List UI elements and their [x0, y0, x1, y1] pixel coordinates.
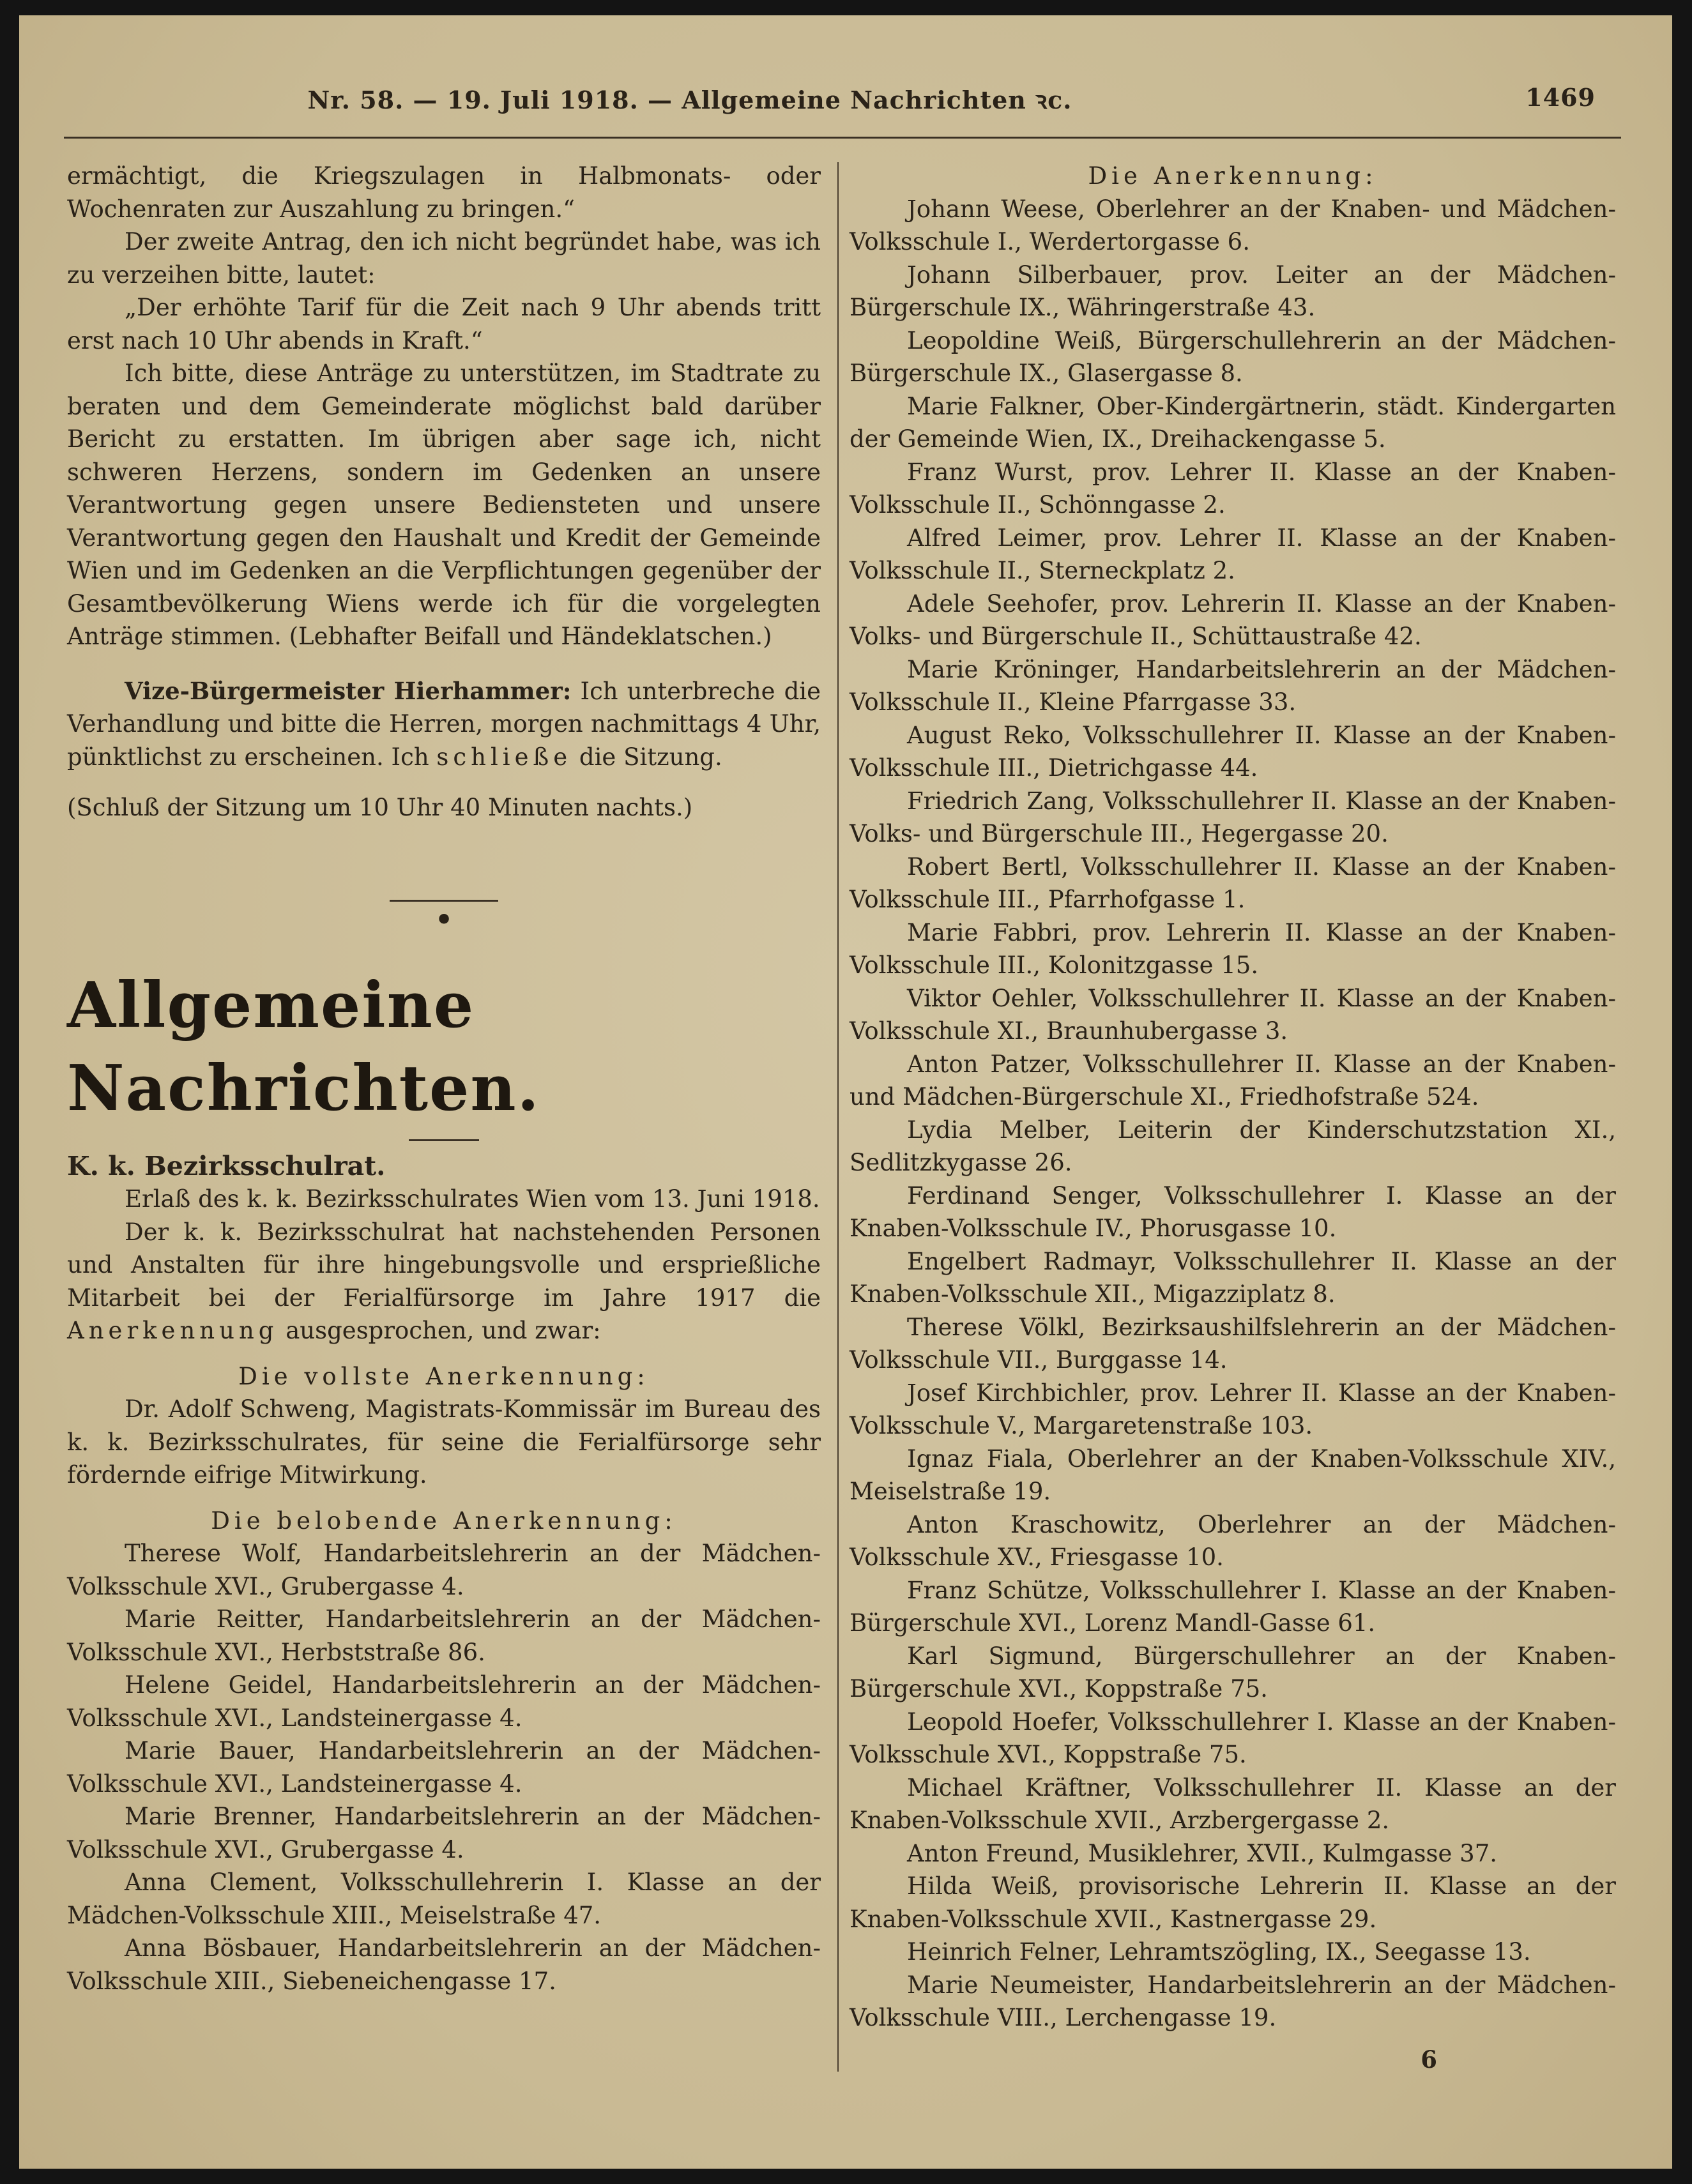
- speaker-name: Vize-Bürgermeister Hierhammer:: [125, 676, 572, 705]
- list-item: Josef Kirchbichler, prov. Lehrer II. Klasse an der Knaben-Volksschule V., Margaretenstraße 103.: [850, 1379, 1616, 1439]
- list-item: Marie Bauer, Handarbeitslehrerin an der Mädchen-Volksschule XVI., Landsteinergasse 4.: [67, 1737, 821, 1798]
- column-divider: [837, 162, 839, 2072]
- quoted-motion: „Der erhöhte Tarif für die Zeit nach 9 Uhr abends tritt erst nach 10 Uhr abends in Kraft.“: [67, 294, 821, 354]
- heading-vollste: Die vollste Anerkennung:: [238, 1362, 650, 1390]
- list-item: Anna Clement, Volksschullehrerin I. Klasse an der Mädchen-Volksschule XIII., Meiselstraße 47.: [67, 1869, 821, 1929]
- heading-anerkennung: Die Anerkennung:: [1088, 162, 1378, 190]
- paragraph: ermächtigt, die Kriegszulagen in Halbmonats- oder Wochenraten zur Auszahlung zu bringen.“: [67, 162, 821, 223]
- list-item: Adele Seehofer, prov. Lehrerin II. Klasse an der Knaben-Volks- und Bürgerschule II., Schüttaustraße 42.: [850, 589, 1616, 650]
- list-item: Alfred Leimer, prov. Lehrer II. Klasse an der Knaben-Volksschule II., Sterneckplatz 2.: [850, 524, 1616, 584]
- award-entry: Dr. Adolf Schweng, Magistrats-Kommissär im Bureau des k. k. Bezirksschulrates, für seine die Ferialfürsorge sehr fördernde eifrige Mitwirkung.: [67, 1395, 821, 1489]
- list-item: Lydia Melber, Leiterin der Kinderschutzstation XI., Sedlitzkygasse 26.: [850, 1116, 1616, 1176]
- list-item: Michael Kräftner, Volksschullehrer II. Klasse an der Knaben-Volksschule XVII., Arzbergergasse 2.: [850, 1773, 1616, 1834]
- header-rule: [64, 137, 1621, 139]
- list-item: Therese Wolf, Handarbeitslehrerin an der Mädchen-Volksschule XVI., Grubergasse 4.: [67, 1540, 821, 1600]
- list-item: Leopoldine Weiß, Bürgerschullehrerin an der Mädchen-Bürgerschule IX., Glasergasse 8.: [850, 326, 1616, 387]
- right-column: [850, 160, 1616, 2076]
- list-item: Leopold Hoefer, Volksschullehrer I. Klasse an der Knaben-Volksschule XVI., Koppstraße 75.: [850, 1708, 1616, 1768]
- list-item: Engelbert Radmayr, Volksschullehrer II. Klasse an der Knaben-Volksschule XII., Migazziplatz 8.: [850, 1247, 1616, 1308]
- list-item: Hilda Weiß, provisorische Lehrerin II. Klasse an der Knaben-Volksschule XVII., Kastnergasse 29.: [850, 1872, 1616, 1933]
- list-item: Marie Fabbri, prov. Lehrerin II. Klasse an der Knaben-Volksschule III., Kolonitzgasse 15.: [850, 918, 1616, 979]
- running-title: Nr. 58. — 19. Juli 1918. — Allgemeine Nachrichten ꝛc.: [307, 86, 1072, 114]
- intro-text-end: ausgesprochen, und zwar:: [286, 1317, 601, 1344]
- list-item: Marie Falkner, Ober-Kindergärtnerin, städt. Kindergarten der Gemeinde Wien, IX., Dreihackengasse 5.: [850, 392, 1616, 453]
- list-item: Anton Freund, Musiklehrer, XVII., Kulmgasse 37.: [907, 1839, 1498, 1867]
- list-item: Ferdinand Senger, Volksschullehrer I. Klasse an der Knaben-Volksschule IV., Phorusgasse 10.: [850, 1181, 1616, 1242]
- speech-text: Ich unterbreche die Verhandlung und bitte die Herren, morgen nachmittags 4 Uhr, pünktlichst zu erscheinen. Ich: [67, 677, 821, 771]
- list-item: Marie Reitter, Handarbeitslehrerin an der Mädchen-Volksschule XVI., Herbststraße 86.: [67, 1605, 821, 1666]
- list-item: Franz Wurst, prov. Lehrer II. Klasse an der Knaben-Volksschule II., Schönngasse 2.: [850, 458, 1616, 519]
- list-item: Viktor Oehler, Volksschullehrer II. Klasse an der Knaben-Volksschule XI., Braunhubergasse 3.: [850, 984, 1616, 1045]
- page-number: 1469: [1525, 83, 1596, 112]
- list-item: Karl Sigmund, Bürgerschullehrer an der Knaben-Bürgerschule XVI., Koppstraße 75.: [850, 1642, 1616, 1702]
- list-item: Johann Weese, Oberlehrer an der Knaben- und Mädchen-Volksschule I., Werdertorgasse 6.: [850, 195, 1616, 255]
- list-item: Robert Bertl, Volksschullehrer II. Klasse an der Knaben-Volksschule III., Pfarrhofgasse 1.: [850, 853, 1616, 913]
- speaker-paragraph: [67, 675, 821, 774]
- list-item: Anton Patzer, Volksschullehrer II. Klasse an der Knaben- und Mädchen-Bürgerschule XI., Friedhofstraße 524.: [850, 1050, 1616, 1111]
- intro-emphasis: Anerkennung: [67, 1317, 278, 1344]
- newspaper-page: [19, 15, 1672, 2169]
- intro-text: Der k. k. Bezirksschulrat hat nachstehenden Personen und Anstalten für ihre hingebungsvolle und ersprießliche Mitarbeit bei der Ferialfürsorge im Jahre 1917 die: [67, 1218, 821, 1312]
- list-item: Heinrich Felner, Lehramtszögling, IX., Seegasse 13.: [907, 1938, 1531, 1966]
- list-item: Franz Schütze, Volksschullehrer I. Klasse an der Knaben-Bürgerschule XVI., Lorenz Mandl-Gasse 61.: [850, 1576, 1616, 1637]
- section-title: Allgemeine Nachrichten.: [67, 968, 540, 1125]
- left-column: [67, 160, 821, 1998]
- list-item: Anton Kraschowitz, Oberlehrer an der Mädchen-Volksschule XV., Friesgasse 10.: [850, 1510, 1616, 1571]
- decree-line: Erlaß des k. k. Bezirksschulrates Wien vom 13. Juni 1918.: [125, 1185, 820, 1213]
- ornament-dot: •: [434, 903, 453, 936]
- speech-emphasis: schließe: [436, 743, 572, 771]
- list-item: Marie Neumeister, Handarbeitslehrerin an der Mädchen-Volksschule VIII., Lerchengasse 19.: [850, 1971, 1616, 2031]
- speech-text-end: die Sitzung.: [579, 743, 722, 771]
- heading-belobende: Die belobende Anerkennung:: [211, 1506, 677, 1535]
- paragraph: Ich bitte, diese Anträge zu unterstützen, im Stadtrate zu beraten und dem Gemeinderate möglichst bald darüber Bericht zu erstatten. Im übrigen aber sage ich, nicht schweren Herzens, sondern im Gedenken an unsere Verantwortung gegen unsere Bediensteten und unsere Verantwortung gegen den Haushalt und Kredit der Gemeinde Wien und im Gedenken an die Verpflichtungen gegenüber der Gesamtbevölkerung Wiens werde ich für die vorgelegten Anträge stimmen. (Lebhafter Beifall und Händeklatschen.): [67, 360, 821, 650]
- list-item: Helene Geidel, Handarbeitslehrerin an der Mädchen-Volksschule XVI., Landsteinergasse 4.: [67, 1671, 821, 1732]
- list-item: Johann Silberbauer, prov. Leiter an der Mädchen-Bürgerschule IX., Währingerstraße 43.: [850, 261, 1616, 321]
- list-item: Friedrich Zang, Volksschullehrer II. Klasse an der Knaben-Volks- und Bürgerschule III., Hegergasse 20.: [850, 787, 1616, 847]
- subsection-title: K. k. Bezirksschulrat.: [67, 1150, 386, 1181]
- list-item: Anna Bösbauer, Handarbeitslehrerin an der Mädchen-Volksschule XIII., Siebeneichengasse 17.: [67, 1934, 821, 1995]
- list-item: Therese Völkl, Bezirksaushilfslehrerin an der Mädchen-Volksschule VII., Burggasse 14.: [850, 1313, 1616, 1374]
- list-item: Marie Kröninger, Handarbeitslehrerin an der Mädchen-Volksschule II., Kleine Pfarrgasse 33.: [850, 655, 1616, 716]
- sheet-number: 6: [1421, 2045, 1437, 2074]
- list-item: Ignaz Fiala, Oberlehrer an der Knaben-Volksschule XIV., Meiselstraße 19.: [850, 1445, 1616, 1505]
- list-item: August Reko, Volksschullehrer II. Klasse an der Knaben-Volksschule III., Dietrichgasse 44.: [850, 721, 1616, 782]
- intro-paragraph: [67, 1216, 821, 1347]
- session-closing: (Schluß der Sitzung um 10 Uhr 40 Minuten nachts.): [67, 794, 693, 821]
- paragraph: Der zweite Antrag, den ich nicht begründet habe, was ich zu verzeihen bitte, lautet:: [67, 228, 821, 289]
- list-item: Marie Brenner, Handarbeitslehrerin an der Mädchen-Volksschule XVI., Grubergasse 4.: [67, 1803, 821, 1863]
- page-header: [19, 83, 1672, 121]
